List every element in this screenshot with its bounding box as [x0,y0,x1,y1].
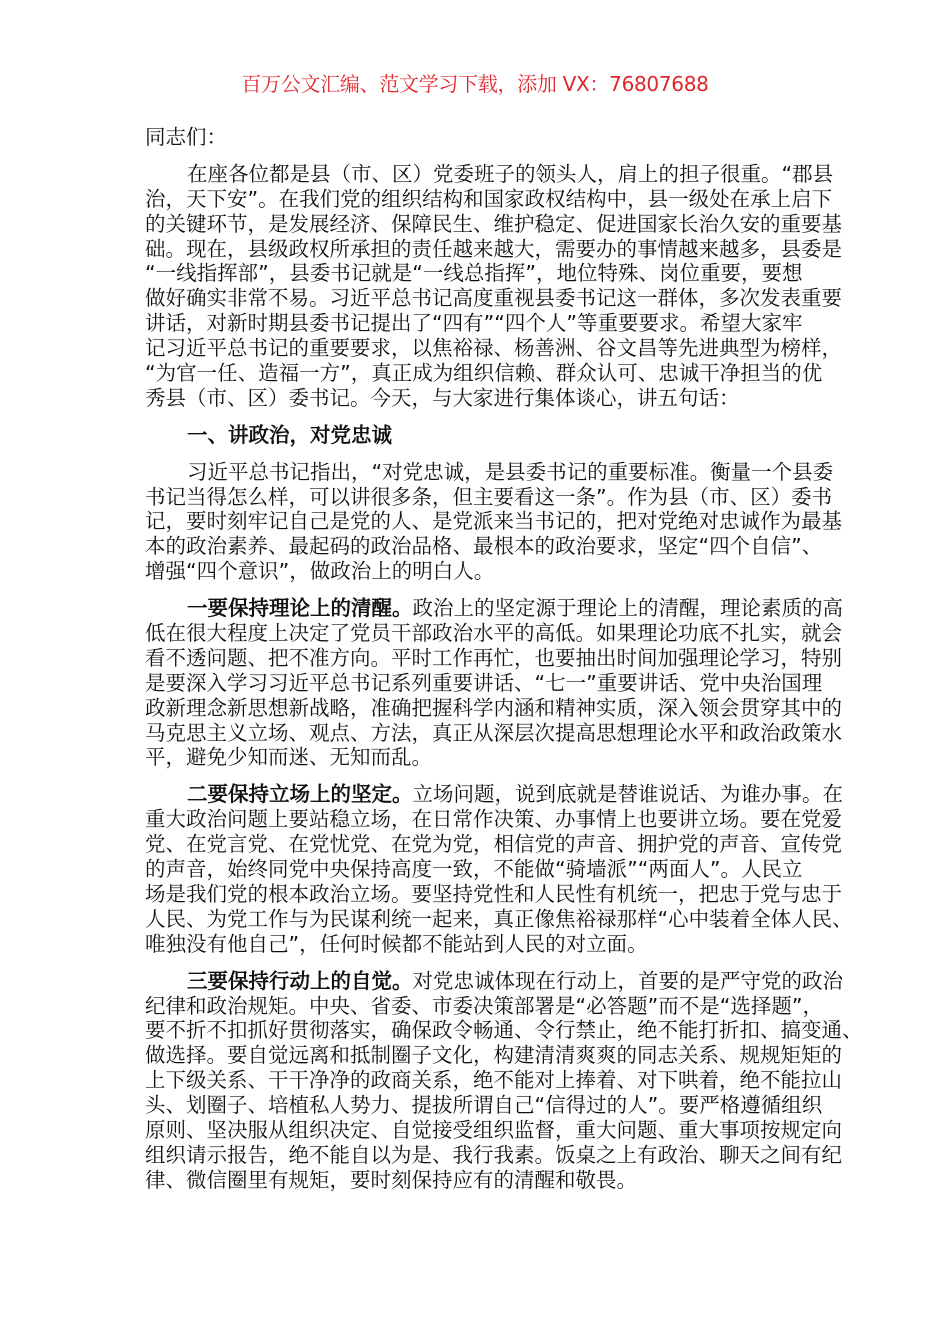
paragraph-line: 本的政治素养、最起码的政治品格、最根本的政治要求，坚定“四个自信”、 [145,534,823,559]
paragraph [145,782,853,956]
paragraph-line [145,596,843,621]
paragraph-line: 政新理念新思想新战略，准确把握科学内涵和精神实质，深入领会贯穿其中的 [145,695,842,720]
paragraph-line [145,968,843,994]
paragraph-line: 的关键环节，是发展经济、保障民生、维护稳定、促进国家长治久安的重要基 [145,211,842,236]
paragraph-line: “为官一任、造福一方”，真正成为组织信赖、群众认可、忠诚干净担当的优 [145,361,823,386]
paragraph-line-text: 政治上的坚定源于理论上的清醒，理论素质的高 [412,596,843,621]
paragraph-line: 秀县（市、区）委书记。今天，与大家进行集体谈心，讲五句话： [145,385,740,410]
paragraph-line-text: 对党忠诚体现在行动上，首要的是严守党的政治 [412,968,843,993]
paragraph-line: 做好确实非常不易。习近平总书记高度重视县委书记这一群体，多次发表重要 [145,286,842,311]
salutation: 同志们： [145,125,227,149]
section-heading [145,423,797,448]
paragraph-line: 做选择。要自觉远离和抵制圈子文化，构建清清爽爽的同志关系、规规矩矩的 [145,1043,842,1068]
paragraph-line: 平，避免少知而迷、无知而乱。 [145,745,432,770]
paragraph-line: 唯独没有他自己”，任何时候都不能站到人民的对立面。 [145,931,648,956]
paragraph-line: 党、在党言党、在党忧党、在党为党，相信党的声音、拥护党的声音、宣传党 [145,832,842,857]
paragraph-line: 人民、为党工作与为民谋利统一起来，真正像焦裕禄那样“心中装着全体人民、 [145,906,853,931]
paragraph-line: 增强“四个意识”，做政治上的明白人。 [145,559,495,584]
paragraph-line: 纪律和政治规矩。中央、省委、市委决策部署是“必答题”而不是“选择题”， [145,993,823,1018]
paragraph-line: 治，天下安”。在我们党的组织结构和国家政权结构中，县一级处在承上启下 [145,186,833,211]
paragraph-line: 组织请示报告，绝不能自以为是、我行我素。饭桌之上有政治、聊天之间有纪 [145,1142,842,1167]
paragraph-line: 础。现在，县级政权所承担的责任越来越大，需要办的事情越来越多，县委是 [145,236,842,261]
paragraph [145,161,842,411]
paragraph-line: 讲话，对新时期县委书记提出了“四有”“四个人”等重要要求。希望大家牢 [145,311,803,336]
paragraph [145,459,842,584]
paragraph-line: 头、划圈子、培植私人势力、提拔所谓自己“信得过的人”。要严格遵循组织 [145,1093,823,1118]
paragraph-line: 记习近平总书记的重要要求，以焦裕禄、杨善洲、谷文昌等先进典型为榜样， [145,336,842,361]
paragraph [145,968,863,1193]
paragraph-line: 记，要时刻牢记自己是党的人、是党派来当书记的，把对党绝对忠诚作为最基 [145,509,842,534]
paragraph-line-text: 立场问题，说到底就是替谁说话、为谁办事。在 [412,782,843,807]
paragraph-line: 的声音，始终同党中央保持高度一致，不能做“骑墙派”“两面人”。人民立 [145,857,803,882]
paragraph-lead: 一要保持理论上的清醒。 [187,596,413,621]
paragraph [145,596,843,770]
paragraph-line: 在座各位都是县（市、区）党委班子的领头人，肩上的担子很重。“郡县 [187,161,834,186]
paragraph-line: 看不透问题、把不准方向。平时工作再忙，也要抽出时间加强理论学习，特别 [145,645,842,670]
watermark-banner: 百万公文汇编、范文学习下载，添加 VX：76807688 [241,72,709,96]
paragraph-line [145,782,843,807]
paragraph-line: 书记当得怎么样，可以讲很多条，但主要看这一条”。作为县（市、区）委书 [145,484,833,509]
paragraph-line: 重大政治问题上要站稳立场，在日常作决策、办事情上也要讲立场。要在党爱 [145,807,842,832]
paragraph-line: 律、微信圈里有规矩，要时刻保持应有的清醒和敬畏。 [145,1167,637,1192]
paragraph-lead: 二要保持立场上的坚定。 [187,782,413,807]
paragraph-line: 是要深入学习习近平总书记系列重要讲话、“七一”重要讲话、党中央治国理 [145,670,823,695]
paragraphs [145,161,863,1193]
paragraph-line: 低在很大程度上决定了党员干部政治水平的高低。如果理论功底不扎实，就会 [145,621,842,646]
paragraph-line: 习近平总书记指出，“对党忠诚，是县委书记的重要标准。衡量一个县委 [187,459,834,484]
paragraph-line: 要不折不扣抓好贯彻落实，确保政令畅通、令行禁止，绝不能打折扣、搞变通、 [145,1018,863,1043]
paragraph-line: “一线指挥部”，县委书记就是“一线总指挥”，地位特殊、岗位重要，要想 [145,261,803,286]
section-heading-text: 一、讲政治，对党忠诚 [187,422,392,447]
paragraph-line: 原则、坚决服从组织决定、自觉接受组织监督，重大问题、重大事项按规定向 [145,1117,842,1142]
paragraph-line: 上下级关系、干干净净的政商关系，绝不能对上捧着、对下哄着，绝不能拉山 [145,1068,842,1093]
paragraph-line: 马克思主义立场、观点、方法，真正从深层次提高思想理论水平和政治政策水 [145,720,842,745]
paragraph-line: 场是我们党的根本政治立场。要坚持党性和人民性有机统一，把忠于党与忠于 [145,881,842,906]
paragraph-lead: 三要保持行动上的自觉。 [187,968,413,993]
document-body [145,125,863,1193]
